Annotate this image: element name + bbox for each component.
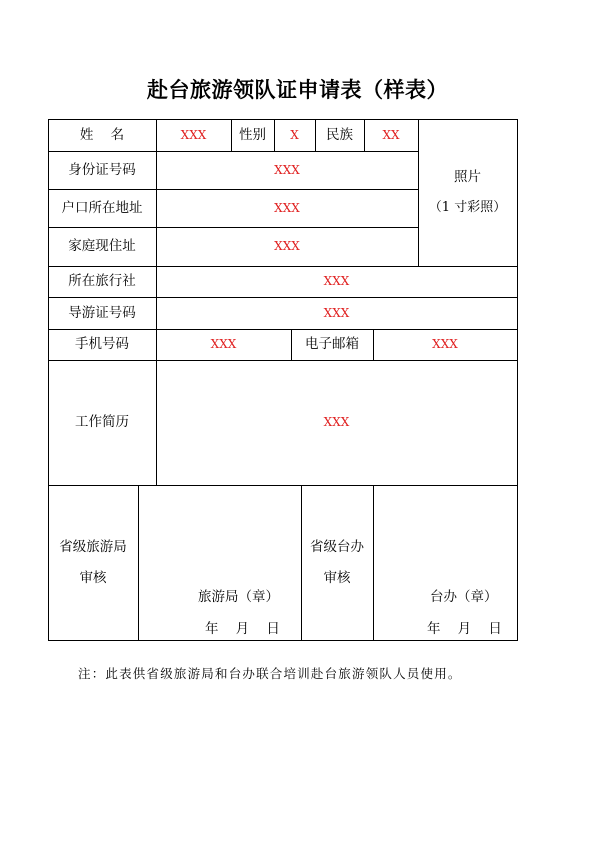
photo-size-label: （1 寸彩照） [428, 199, 507, 215]
home-address-value[interactable]: XXX [274, 239, 300, 254]
taiwan-office-review-label [301, 485, 373, 640]
provincial-review-label: 审核 [79, 569, 107, 586]
work-history-label: 工作简历 [75, 414, 129, 431]
tourism-seal-label: 旅游局（章） [198, 589, 279, 605]
footnote: 注：此表供省级旅游局和台办联合培训赴台旅游领队人员使用。 [78, 666, 462, 681]
travel-agency-value[interactable]: XXX [323, 274, 350, 289]
taiwan-seal-label: 台办（章） [430, 589, 498, 605]
taiwan-review-label: 审核 [323, 569, 351, 586]
tourism-date-label: 年 月 日 [205, 621, 280, 637]
gender-label: 性别 [239, 126, 266, 143]
gender-value[interactable]: X [290, 127, 299, 142]
ethnicity-value[interactable]: XX [382, 127, 400, 142]
home-address-label: 家庭现住址 [68, 238, 136, 255]
hukou-address-label: 户口所在地址 [61, 199, 143, 216]
id-number-label: 身份证号码 [68, 161, 136, 178]
id-number-value[interactable]: XXX [274, 162, 300, 177]
phone-label: 手机号码 [75, 336, 129, 353]
taiwan-office-label: 省级台办 [310, 538, 364, 555]
guide-cert-label: 导游证号码 [68, 304, 136, 321]
provincial-tourism-label: 省级旅游局 [59, 538, 127, 555]
photo-label: 照片 [454, 168, 481, 185]
travel-agency-label: 所在旅行社 [68, 273, 136, 290]
guide-cert-value[interactable]: XXX [323, 305, 350, 320]
hukou-address-value[interactable]: XXX [274, 200, 300, 215]
email-label: 电子邮箱 [305, 336, 359, 353]
name-value[interactable]: XXX [180, 127, 207, 142]
provincial-tourism-review-label [48, 485, 138, 640]
ethnicity-label: 民族 [326, 126, 353, 143]
work-history-value[interactable]: XXX [323, 415, 350, 430]
phone-value[interactable]: XXX [210, 337, 237, 352]
photo-box[interactable] [418, 119, 517, 266]
form-title: 赴台旅游领队证申请表（样表） [147, 78, 448, 102]
email-value[interactable]: XXX [432, 337, 458, 352]
name-label: 姓 名 [79, 126, 125, 143]
taiwan-date-label: 年 月 日 [427, 621, 502, 637]
